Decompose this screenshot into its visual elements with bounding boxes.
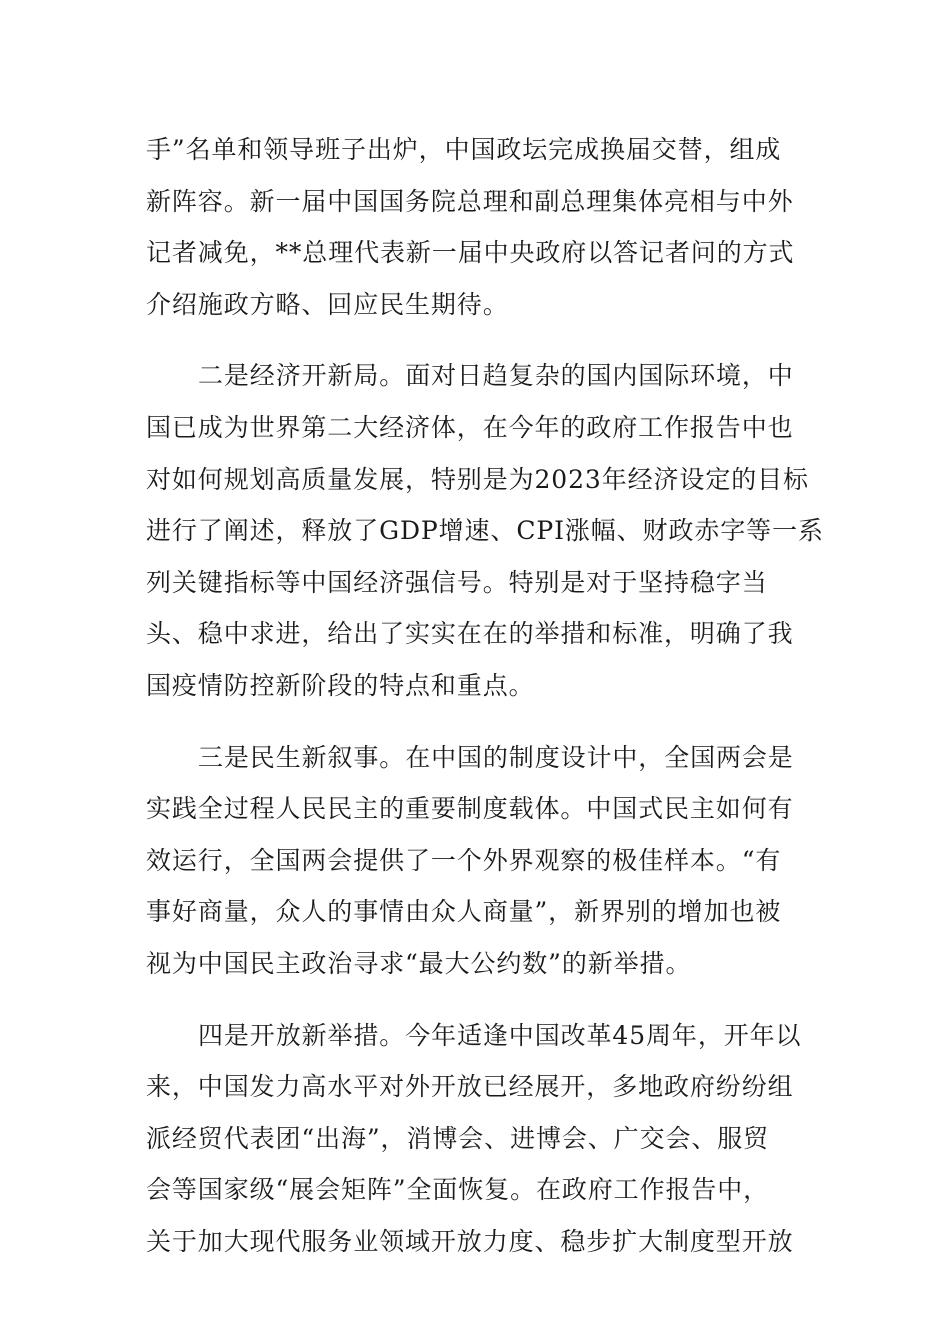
text-line: 手”名单和领导班子出炉，中国政坛完成换届交替，组成	[146, 135, 782, 164]
document-body	[146, 124, 824, 1287]
text-line: 派经贸代表团“出海”，消博会、进博会、广交会、服贸	[146, 1123, 770, 1153]
text-line: 关于加大现代服务业领域开放力度、稳步扩大制度型开放	[146, 1226, 794, 1256]
text-line: 进行了阐述，释放了GDP增速、CPI涨幅、财政赤字等一系	[146, 516, 824, 546]
text-line: 国已成为世界第二大经济体，在今年的政府工作报告中也	[146, 412, 794, 442]
paragraph-2	[146, 350, 824, 711]
paragraph-4	[146, 1010, 806, 1268]
text-line: 实践全过程人民民主的重要制度载体。中国式民主如何有	[146, 794, 794, 824]
text-line: 事好商量，众人的事情由众人商量”，新界别的增加也被	[146, 897, 782, 927]
paragraph-1	[146, 124, 806, 330]
text-line: 记者减免，**总理代表新一届中央政府以答记者问的方式	[146, 238, 795, 268]
text-line: 效运行，全国两会提供了一个外界观察的极佳样本。“有	[146, 845, 782, 875]
text-line: 国疫情防控新阶段的特点和重点。	[146, 670, 535, 700]
text-line: 来，中国发力高水平对外开放已经展开，多地政府纷纷组	[146, 1072, 794, 1102]
text-line: 视为中国民主政治寻求“最大公约数”的新举措。	[146, 948, 692, 978]
text-line: 新阵容。新一届中国国务院总理和副总理集体亮相与中外	[146, 186, 794, 216]
text-line: 介绍施政方略、回应民生期待。	[146, 289, 509, 319]
text-line: 会等国家级“展会矩阵”全面恢复。在政府工作报告中，	[146, 1175, 770, 1205]
text-line: 对如何规划高质量发展，特别是为2023年经济设定的目标	[146, 464, 809, 494]
text-line: 三是民生新叙事。在中国的制度设计中，全国两会是	[198, 742, 794, 772]
text-line: 列关键指标等中国经济强信号。特别是对于坚持稳字当	[146, 567, 768, 597]
paragraph-3	[146, 732, 806, 990]
text-line: 四是开放新举措。今年适逢中国改革45周年，开年以	[198, 1020, 802, 1050]
text-line: 二是经济开新局。面对日趋复杂的国内国际环境，中	[198, 361, 794, 391]
text-line: 头、稳中求进，给出了实实在在的举措和标准，明确了我	[146, 619, 794, 649]
